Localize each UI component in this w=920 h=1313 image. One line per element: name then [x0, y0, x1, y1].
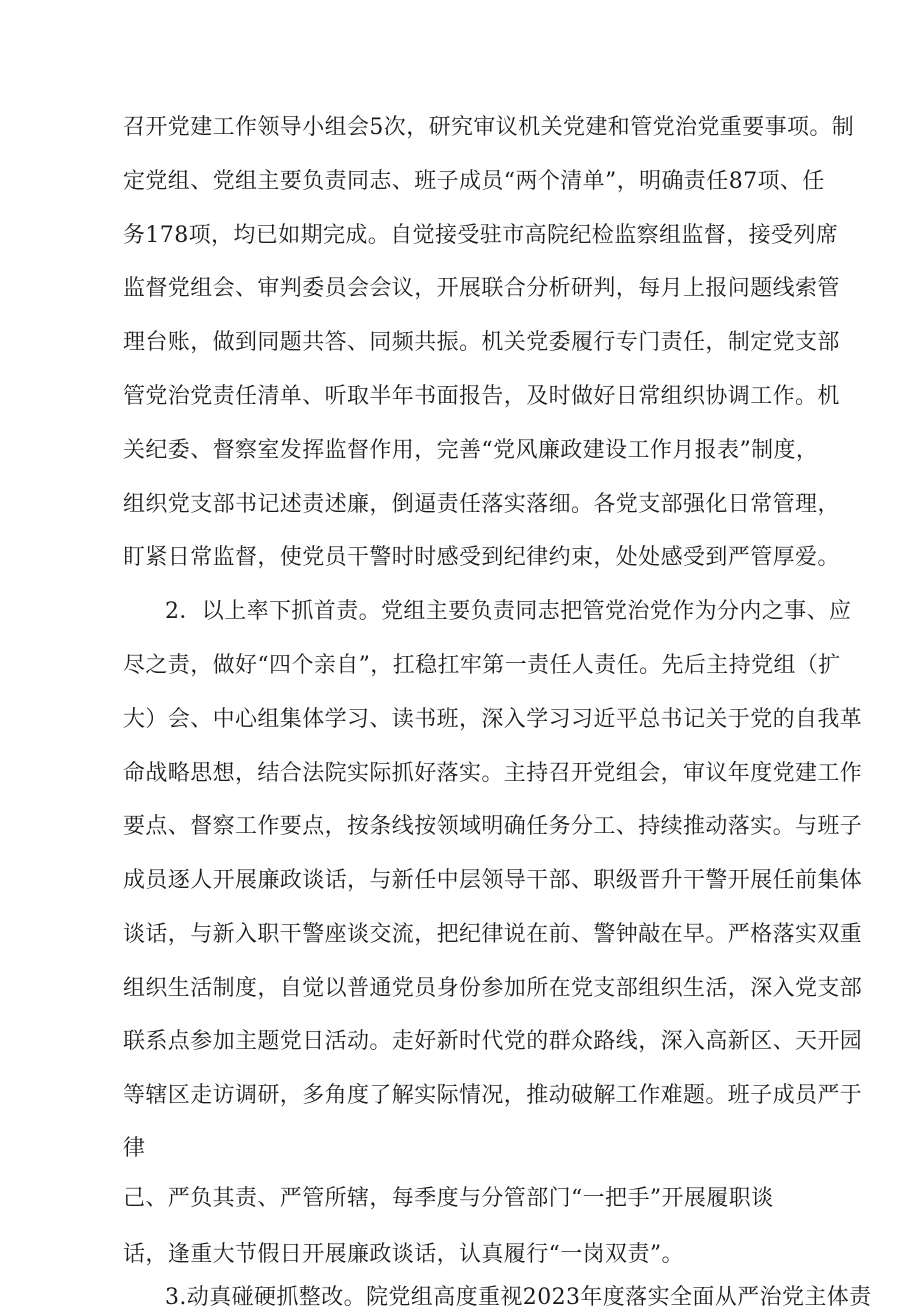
text-line: 管党治党责任清单、听取半年书面报告，及时做好日常组织协调工作。机 [123, 384, 840, 409]
text-line: 监督党组会、审判委员会会议，开展联合分析研判，每月上报问题线索管 [123, 276, 840, 301]
text-line: 定党组、党组主要负责同志、班子成员“两个清单”，明确责任87项、任 [123, 169, 825, 194]
text-line: 话，逢重大节假日开展廉政谈话，认真履行“一岗双责”。 [123, 1242, 684, 1267]
text-line: 2．以上率下抓首责。党组主要负责同志把管党治党作为分内之事、应 [165, 599, 852, 624]
text-line: 等辖区走访调研，多角度了解实际情况，推动破解工作难题。班子成员严于 [123, 1083, 863, 1108]
text-line: 组织生活制度，自觉以普通党员身份参加所在党支部组织生活，深入党支部 [123, 976, 863, 1001]
text-line: 务178项，均已如期完成。自觉接受驻市高院纪检监察组监督，接受列席 [123, 223, 839, 248]
text-line: 成员逐人开展廉政谈话，与新任中层领导干部、职级晋升干警开展任前集体 [123, 868, 863, 893]
text-line: 谈话，与新入职干警座谈交流，把纪律说在前、警钟敲在早。严格落实双重 [123, 922, 863, 947]
text-line: 大）会、中心组集体学习、读书班，深入学习习近平总书记关于党的自我革 [123, 707, 863, 732]
text-line: 命战略思想，结合法院实际抓好落实。主持召开党组会，审议年度党建工作 [123, 761, 863, 786]
text-line: 组织党支部书记述责述廉，倒逼责任落实落细。各党支部强化日常管理， [123, 492, 840, 517]
text-line: 3.动真碰硬抓整改。院党组高度重视2023年度落实全面从严治党主体责 [165, 1285, 872, 1310]
text-line: 己、严负其责、严管所辖，每季度与分管部门“一把手”开展履职谈 [123, 1186, 774, 1211]
text-line: 要点、督察工作要点，按条线按领域明确任务分工、持续推动落实。与班子 [123, 814, 863, 839]
text-line: 尽之责，做好“四个亲自”，扛稳扛牢第一责任人责任。先后主持党组（扩 [123, 653, 841, 678]
text-line: 召开党建工作领导小组会5次，研究审议机关党建和管党治党重要事项。制 [123, 115, 855, 140]
text-line: 律 [123, 1136, 146, 1161]
text-line: 联系点参加主题党日活动。走好新时代党的群众路线，深入高新区、天开园 [123, 1029, 863, 1054]
text-line: 关纪委、督察室发挥监督作用，完善“党风廉政建设工作月报表”制度， [123, 438, 819, 463]
text-line: 盯紧日常监督，使党员干警时时感受到纪律约束，处处感受到严管厚爱。 [123, 545, 840, 570]
text-line: 理台账，做到同题共答、同频共振。机关党委履行专门责任，制定党支部 [123, 330, 840, 355]
